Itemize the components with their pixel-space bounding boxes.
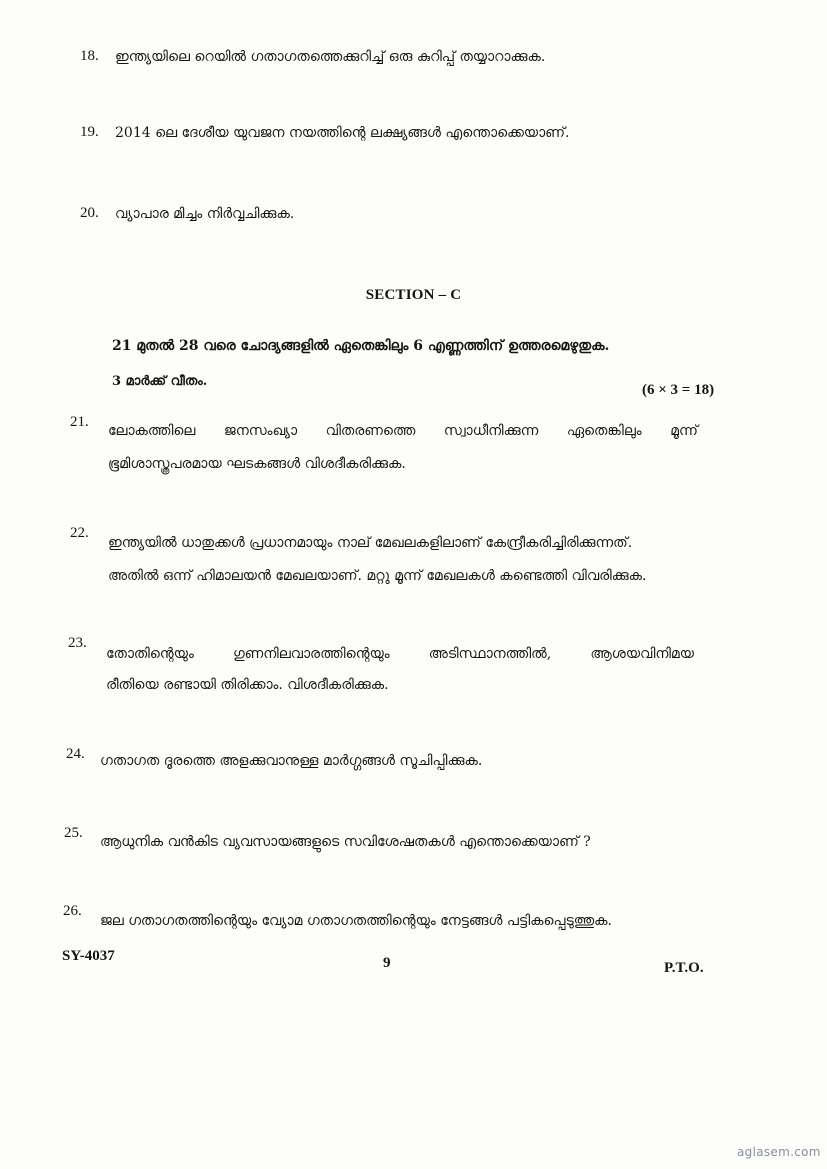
question-number: 26.: [63, 903, 82, 919]
question-text: [108, 536, 646, 583]
please-turn-over: P.T.O.: [664, 960, 704, 976]
question-text: 2014 ലെ ദേശീയ യുവജന നയത്തിന്റെ ലക്ഷ്യങ്ങൾ എന്തൊക്കെയാണ്.: [115, 125, 570, 141]
question-number: 19.: [80, 124, 99, 140]
question-line: രീതിയെ രണ്ടായി തിരിക്കാം. വിശദീകരിക്കുക.: [106, 677, 389, 693]
question-text: [108, 424, 698, 471]
question-word: വിതരണത്തെ: [325, 423, 416, 439]
question-word: അടിസ്ഥാനത്തിൽ,: [428, 646, 552, 662]
question-text: വ്യാപാര മിച്ചം നിർവ്വചിക്കുക.: [115, 206, 295, 222]
section-instruction-line1: 21 മുതൽ 28 വരെ ചോദ്യങ്ങളിൽ ഏതെങ്കിലും 6 എണ്ണത്തിന് ഉത്തരമെഴുതുക.: [112, 338, 610, 354]
question-word: ഏതെങ്കിലും: [566, 423, 642, 439]
section-title: SECTION – C: [365, 287, 462, 303]
question-text: ഇന്ത്യയിലെ റെയിൽ ഗതാഗതത്തെക്കുറിച്ച് ഒരു കുറിപ്പ് തയ്യാറാക്കുക.: [115, 49, 546, 65]
question-20: [80, 206, 760, 230]
question-18: [80, 49, 760, 73]
question-21: [70, 415, 750, 475]
question-26: [63, 904, 743, 928]
question-number: 18.: [80, 48, 99, 64]
question-word: സ്വാധീനിക്കുന്ന: [443, 423, 539, 439]
question-word: മൂന്ന്: [670, 423, 698, 439]
question-24: [66, 747, 746, 771]
question-19: [80, 125, 760, 149]
site-watermark: aglasem.com: [737, 1145, 821, 1159]
question-word: തോതിന്റെയും: [106, 646, 194, 662]
question-text: [106, 647, 694, 692]
page-number: 9: [383, 955, 391, 971]
question-number: 24.: [66, 746, 85, 762]
section-marks: (6 × 3 = 18): [642, 382, 715, 398]
question-line: ഭൂമിശാസ്ത്രപരമായ ഘടകങ്ങൾ വിശദീകരിക്കുക.: [108, 456, 406, 472]
question-text: ഗതാഗത ദൂരത്തെ അളക്കുവാനുള്ള മാർഗ്ഗങ്ങൾ സൂചിപ്പിക്കുക.: [100, 753, 483, 769]
question-25: [64, 826, 744, 850]
question-line: ഇന്ത്യയിൽ ധാതുക്കൾ പ്രധാനമായും നാല് മേഖലകളിലാണ് കേന്ദ്രീകരിച്ചിരിക്കുന്നത്.: [108, 535, 633, 551]
question-text: ആധുനിക വൻകിട വ്യവസായങ്ങളുടെ സവിശേഷതകൾ എന്തൊക്കെയാണ് ?: [100, 834, 591, 850]
question-23: [68, 636, 748, 696]
section-instruction-line2: 3 മാർക്ക് വീതം.: [112, 374, 208, 389]
question-word: ലോകത്തിലെ: [108, 423, 196, 439]
question-22: [70, 526, 750, 586]
question-word: ഗുണനിലവാരത്തിന്റെയും: [232, 646, 390, 662]
question-line: അതിൽ ഒന്ന് ഹിമാലയൻ മേഖലയാണ്. മറ്റു മൂന്ന് മേഖലകൾ കണ്ടെത്തി വിവരിക്കുക.: [108, 568, 647, 584]
question-text: ജല ഗതാഗതത്തിന്റെയും വ്യോമ ഗതാഗതത്തിന്റെയും നേട്ടങ്ങൾ പട്ടികപ്പെടുത്തുക.: [100, 913, 612, 929]
question-word: ആശയവിനിമയ: [590, 646, 694, 662]
question-number: 22.: [70, 525, 89, 541]
question-number: 23.: [68, 635, 87, 651]
question-line-justified: [106, 647, 694, 661]
question-number: 20.: [80, 205, 99, 221]
paper-code: SY-4037: [62, 948, 115, 964]
question-word: ജനസംഖ്യാ: [223, 423, 298, 439]
question-line-justified: [108, 424, 698, 438]
question-number: 25.: [64, 825, 83, 841]
question-number: 21.: [70, 414, 89, 430]
